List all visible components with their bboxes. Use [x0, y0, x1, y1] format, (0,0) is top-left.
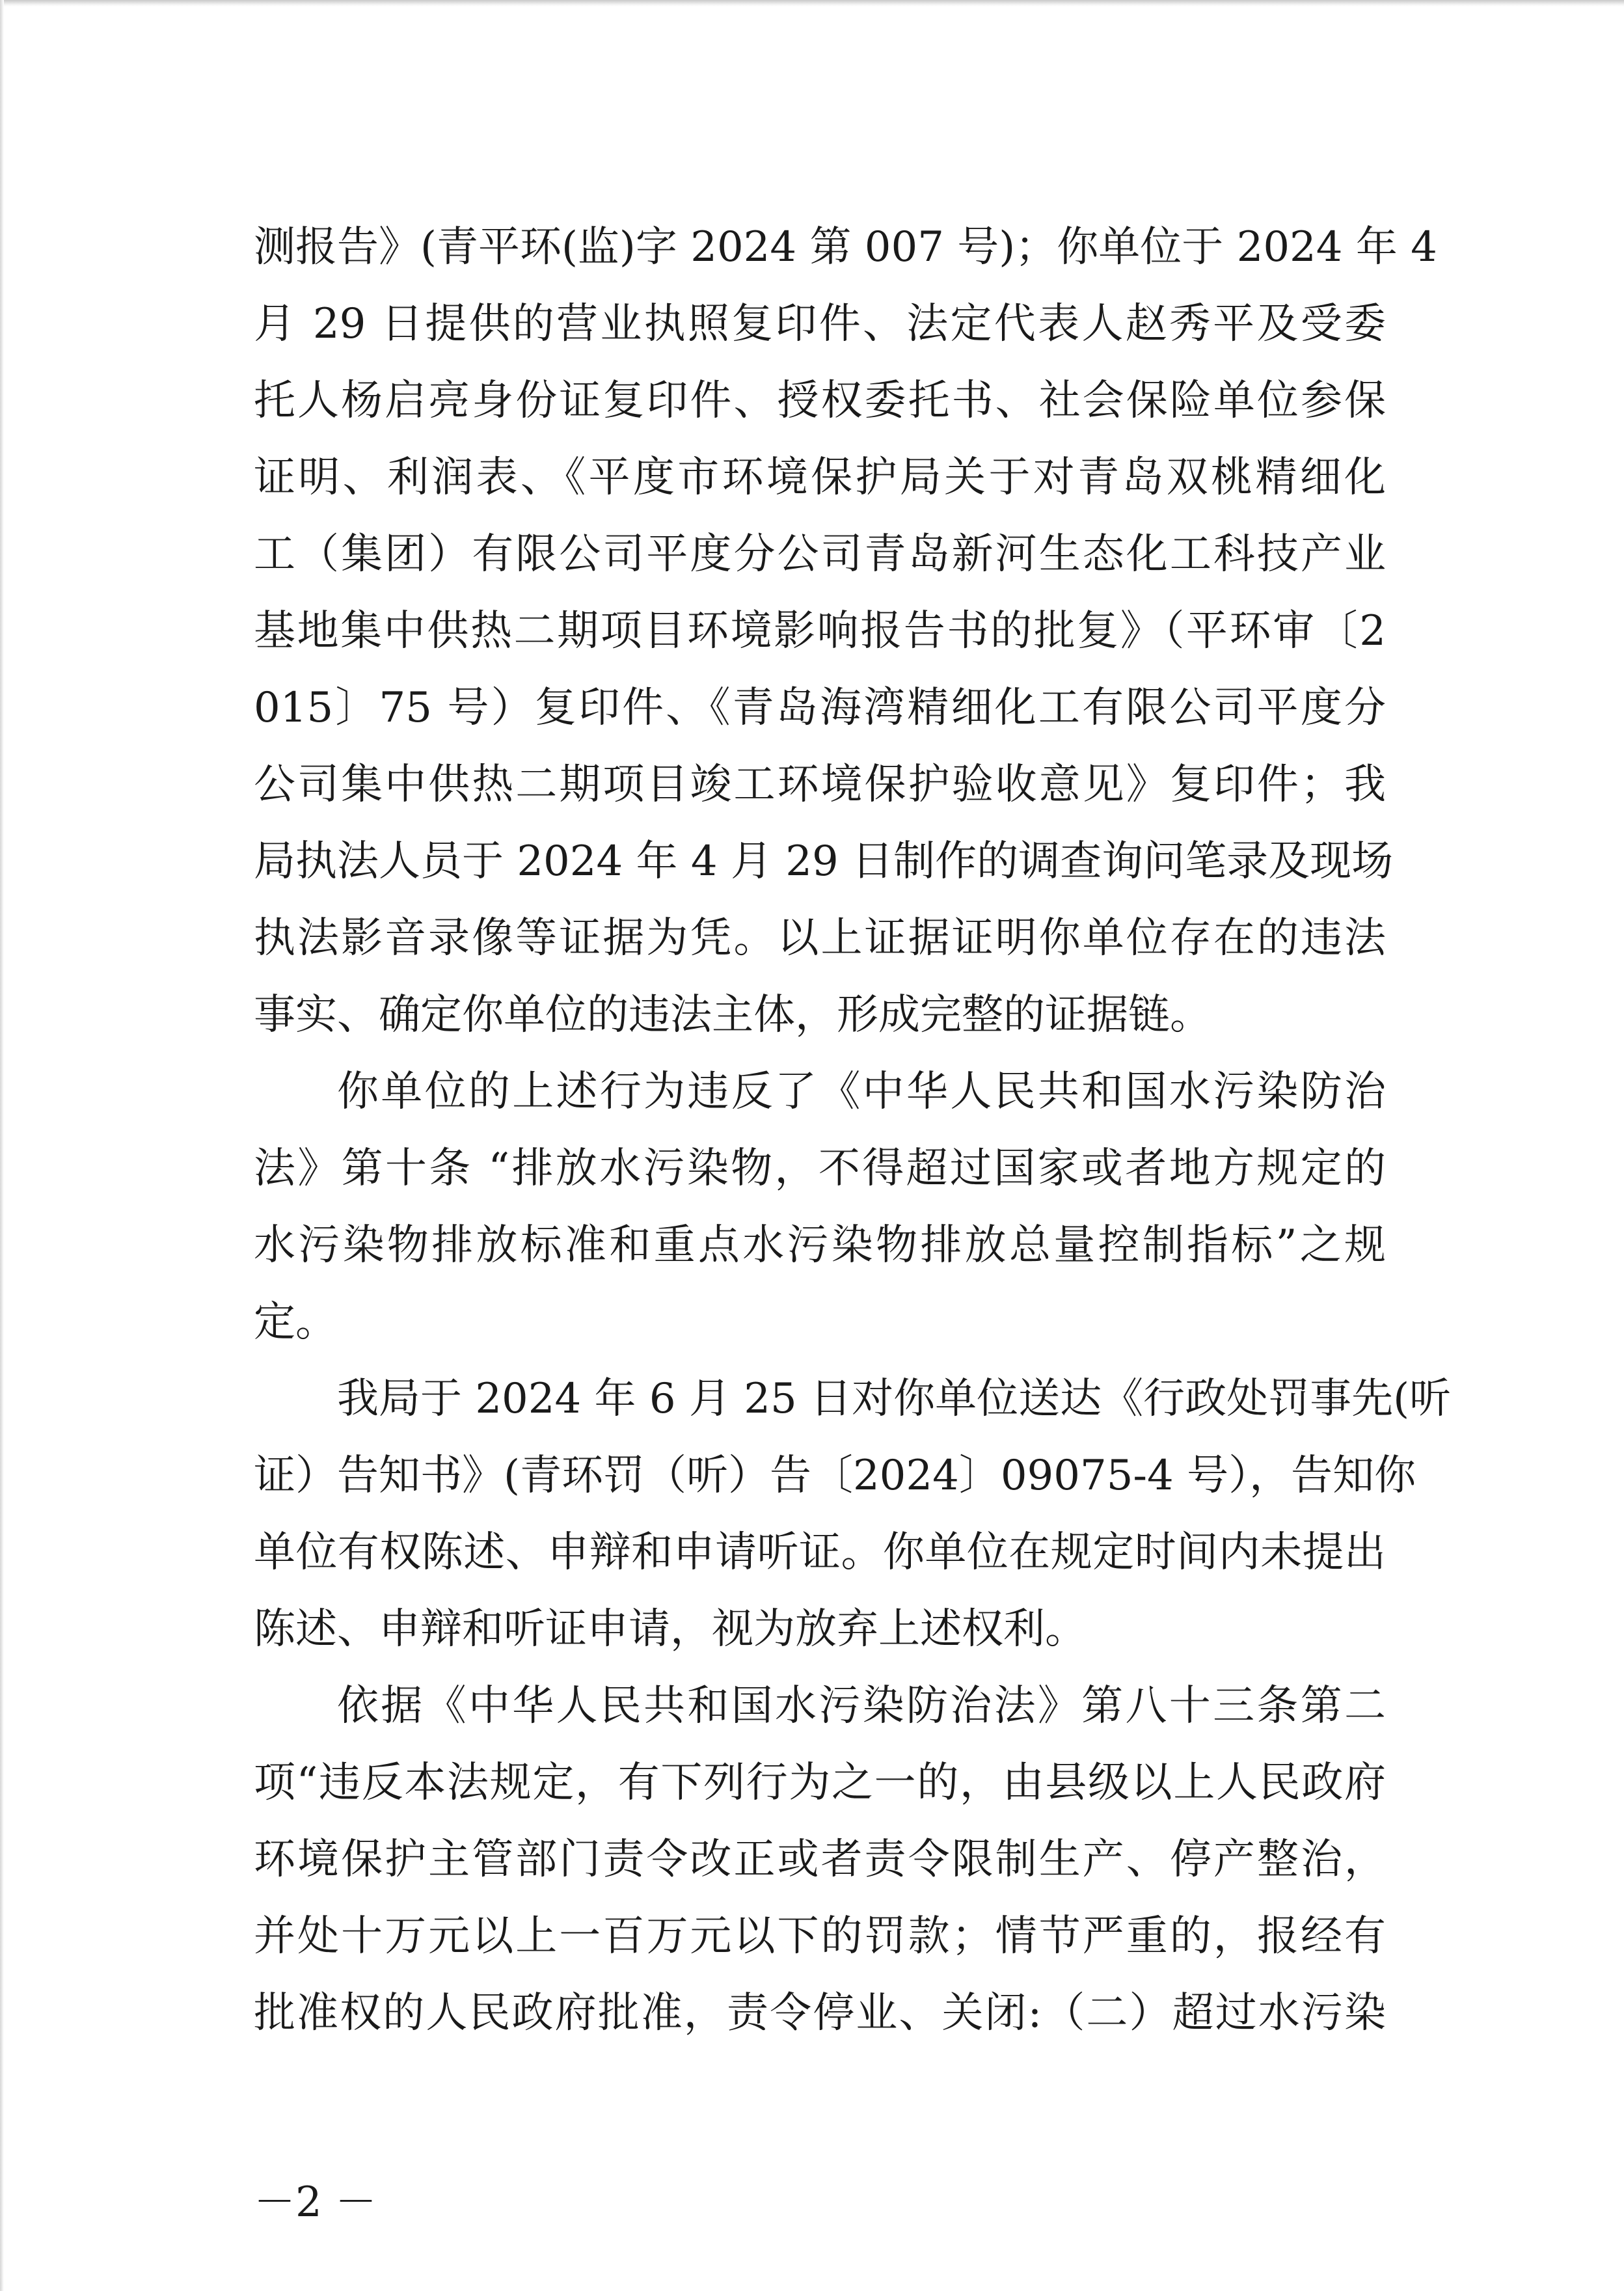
page-number: －2 － — [254, 2178, 377, 2227]
text-line: 定。 — [254, 1298, 337, 1346]
text-line: 项“违反本法规定，有下列行为之一的，由县级以上人民政府 — [254, 1759, 1386, 1807]
text-line: 你单位的上述行为违反了《中华人民共和国水污染防治 — [337, 1068, 1386, 1116]
text-line: 测报告》(青平环(监)字 2024 第 007 号)；你单位于 2024 年 4 — [254, 223, 1437, 271]
text-line: 证）告知书》(青环罚（听）告〔2024〕09075-4 号），告知你 — [254, 1452, 1416, 1500]
text-line: 执法影音录像等证据为凭。以上证据证明你单位存在的违法 — [254, 914, 1386, 962]
text-line: 局执法人员于 2024 年 4 月 29 日制作的调查询问笔录及现场 — [254, 837, 1394, 886]
text-line: 单位有权陈述、申辩和申请听证。你单位在规定时间内未提出 — [254, 1528, 1386, 1577]
text-line: 基地集中供热二期项目环境影响报告书的批复》（平环审〔2 — [254, 607, 1386, 655]
scan-edge-left — [0, 0, 4, 2291]
text-line: 015〕75 号）复印件、《青岛海湾精细化工有限公司平度分 — [254, 684, 1386, 732]
text-line: 环境保护主管部门责令改正或者责令限制生产、停产整治， — [254, 1836, 1386, 1884]
text-line: 法》第十条 “排放水污染物，不得超过国家或者地方规定的 — [254, 1145, 1386, 1193]
text-line: 月 29 日提供的营业执照复印件、法定代表人赵秀平及受委 — [254, 300, 1386, 348]
text-line: 工（集团）有限公司平度分公司青岛新河生态化工科技产业 — [254, 530, 1386, 578]
text-line: 陈述、申辩和听证申请，视为放弃上述权利。 — [254, 1605, 1087, 1653]
text-line: 公司集中供热二期项目竣工环境保护验收意见》复印件；我 — [254, 761, 1386, 809]
text-line: 我局于 2024 年 6 月 25 日对你单位送达《行政处罚事先(听 — [337, 1375, 1452, 1423]
text-line: 批准权的人民政府批准，责令停业、关闭:（二）超过水污染 — [254, 1989, 1386, 2037]
text-line: 证明、利润表、《平度市环境保护局关于对青岛双桃精细化 — [254, 454, 1386, 502]
text-line: 并处十万元以上一百万元以下的罚款；情节严重的，报经有 — [254, 1912, 1386, 1960]
text-line: 依据《中华人民共和国水污染防治法》第八十三条第二 — [337, 1682, 1386, 1730]
text-line: 事实、确定你单位的违法主体，形成完整的证据链。 — [254, 991, 1211, 1039]
text-line: 水污染物排放标准和重点水污染物排放总量控制指标”之规 — [254, 1221, 1386, 1269]
text-line: 托人杨启亮身份证复印件、授权委托书、社会保险单位参保 — [254, 377, 1386, 425]
scan-edge-top — [0, 0, 1624, 7]
